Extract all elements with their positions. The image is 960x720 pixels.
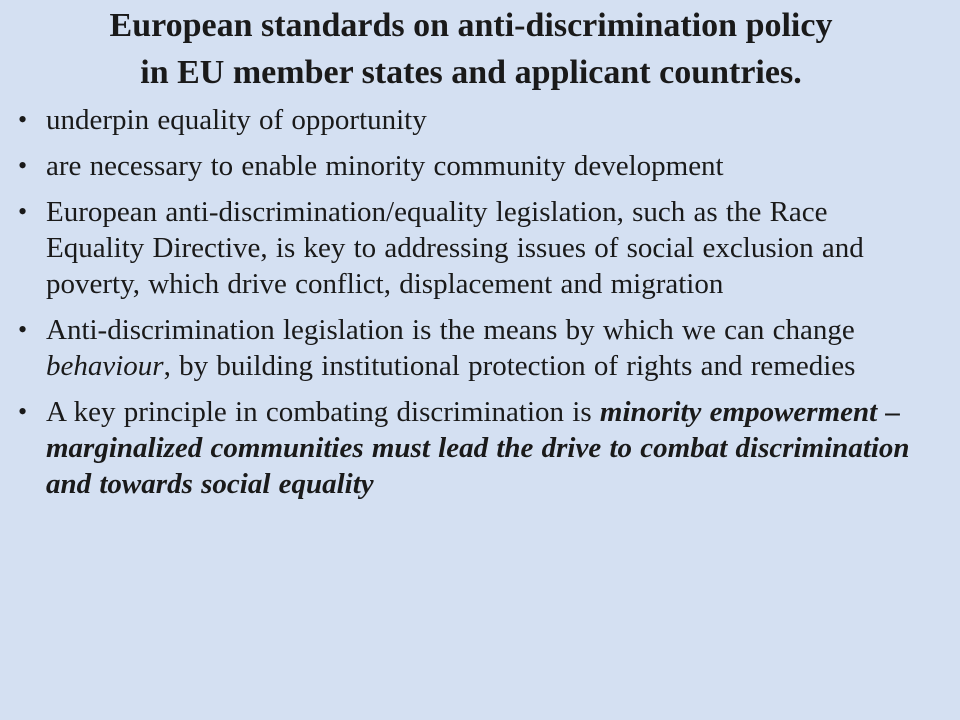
bullet-text-start: Anti-discrimination legislation is the means by which we can change <box>46 314 855 346</box>
bullet-list <box>18 102 924 502</box>
bullet-dot-icon: • <box>18 105 28 134</box>
bullet-text: underpin equality of opportunity <box>46 104 427 136</box>
bullet-dot-icon: • <box>18 151 28 180</box>
bullet-dot-icon: • <box>18 397 28 426</box>
bullet-text-end: , by building institutional protection of rights and remedies <box>163 350 856 382</box>
bullet-item <box>18 148 924 184</box>
bullet-emphasis: behaviour <box>46 350 164 382</box>
bullet-dot-icon: • <box>18 197 28 226</box>
bullet-text-start: A key principle in combating discrimination is <box>46 396 600 428</box>
bullet-item <box>18 194 924 302</box>
bullet-emphasis: minority empowerment – marginalized communities must lead the drive to combat discrimination and towards social equality <box>46 396 910 500</box>
title-line-2: in EU member states and applicant countries. <box>140 54 802 91</box>
title-line-1: European standards on anti-discrimination policy <box>109 7 833 44</box>
slide-title <box>18 0 924 96</box>
bullet-item <box>18 394 924 502</box>
bullet-item <box>18 102 924 138</box>
bullet-dot-icon: • <box>18 315 28 344</box>
bullet-text: are necessary to enable minority community development <box>46 150 724 182</box>
bullet-text: European anti-discrimination/equality legislation, such as the Race Equality Directive, is key to addressing issues of social exclusion and poverty, which drive conflict, displacement and migration <box>46 196 864 300</box>
bullet-item <box>18 312 924 384</box>
